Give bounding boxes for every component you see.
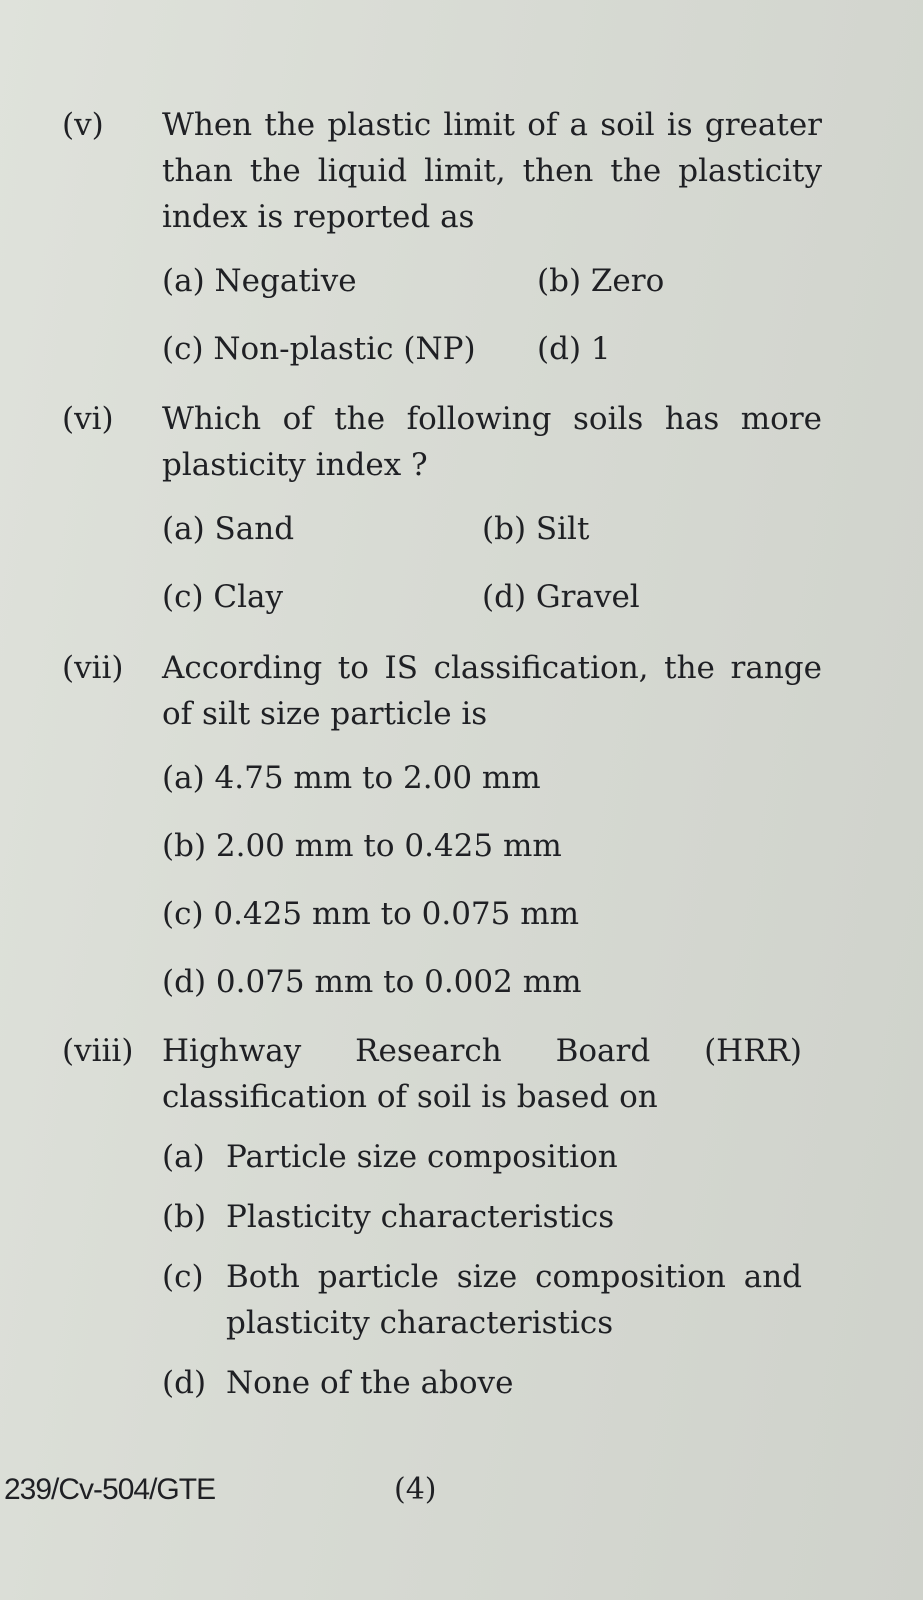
options	[162, 755, 822, 1005]
option-d: (d) Gravel	[482, 579, 640, 615]
option-letter: (a)	[162, 1139, 205, 1175]
question-number: (viii)	[62, 1033, 134, 1069]
question-vi	[62, 396, 822, 642]
option-b	[162, 1194, 802, 1240]
option-a: (a) Sand	[162, 511, 295, 547]
options	[162, 1134, 802, 1406]
options-row	[162, 326, 822, 372]
option-b: (b) 2.00 mm to 0.425 mm	[162, 828, 562, 864]
option-a: (a) Negative	[162, 263, 357, 299]
option-c	[162, 1254, 802, 1346]
question-viii	[62, 1028, 802, 1420]
options-row	[162, 506, 822, 552]
option-c: (c) Clay	[162, 579, 284, 615]
options	[162, 506, 822, 620]
option-c: (c) Non-plastic (NP)	[162, 331, 476, 367]
question-v	[62, 102, 822, 394]
option-a	[162, 1134, 802, 1180]
page-number: (4)	[394, 1472, 437, 1507]
option-d: (d) 0.075 mm to 0.002 mm	[162, 964, 582, 1000]
question-text: Highway Research Board (HRR) classification of soil is based on	[162, 1033, 802, 1115]
option-letter: (d)	[162, 1365, 207, 1401]
option-text: None of the above	[226, 1365, 514, 1401]
question-vii	[62, 645, 822, 1027]
options	[162, 258, 822, 372]
option-letter: (c)	[162, 1259, 204, 1295]
option-text: Both particle size composition and plasticity characteristics	[226, 1259, 802, 1341]
question-number: (vi)	[62, 401, 114, 437]
option-d	[162, 1360, 802, 1406]
option-b: (b) Silt	[482, 511, 590, 547]
option-b: (b) Zero	[537, 263, 665, 299]
question-text: Which of the following soils has more plasticity index ?	[162, 401, 822, 483]
option-letter: (b)	[162, 1199, 207, 1235]
question-text: According to IS classification, the range of silt size particle is	[162, 650, 822, 732]
option-c: (c) 0.425 mm to 0.075 mm	[162, 896, 580, 932]
options-row	[162, 258, 822, 304]
question-text: When the plastic limit of a soil is greater than the liquid limit, then the plasticity index is reported as	[162, 107, 822, 235]
question-number: (vii)	[62, 650, 124, 686]
question-number: (v)	[62, 107, 104, 143]
paper-code: 239/Cv-504/GTE	[4, 1473, 216, 1506]
option-text: Plasticity characteristics	[226, 1199, 615, 1235]
option-text: Particle size composition	[226, 1139, 618, 1175]
option-a: (a) 4.75 mm to 2.00 mm	[162, 760, 541, 796]
option-d: (d) 1	[537, 331, 611, 367]
options-row	[162, 574, 822, 620]
